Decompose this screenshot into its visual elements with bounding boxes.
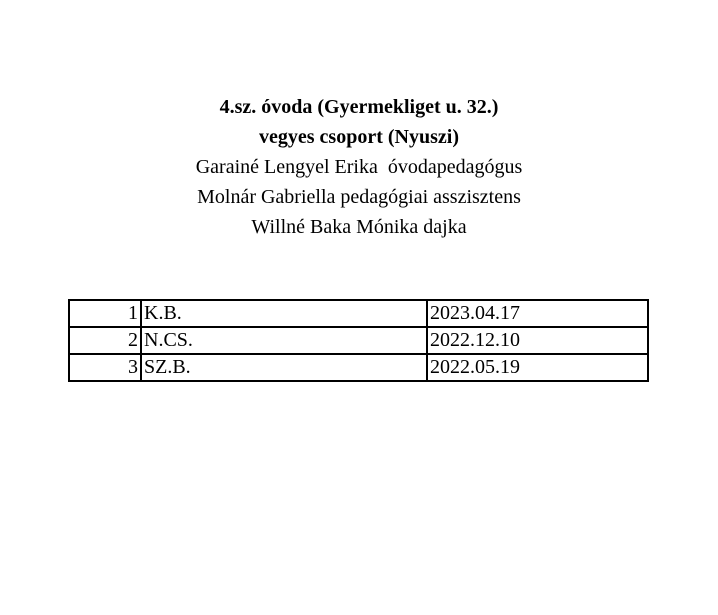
birth-date: 2022.12.10 — [427, 327, 648, 354]
assistant-line: Molnár Gabriella pedagógiai asszisztens — [197, 186, 521, 208]
row-number: 3 — [69, 354, 141, 381]
row-number: 1 — [69, 300, 141, 327]
kindergarten-title: 4.sz. óvoda (Gyermekliget u. 32.) — [219, 96, 499, 118]
children-table — [68, 299, 649, 382]
table-row — [69, 300, 648, 327]
birth-date: 2023.04.17 — [427, 300, 648, 327]
group-title: vegyes csoport (Nyuszi) — [259, 126, 459, 148]
nanny-line: Willné Baka Mónika dajka — [251, 216, 467, 238]
table-row — [69, 354, 648, 381]
row-number: 2 — [69, 327, 141, 354]
child-initials: SZ.B. — [141, 354, 427, 381]
teacher-line: Garainé Lengyel Erika óvodapedagógus — [195, 156, 523, 178]
table-row — [69, 327, 648, 354]
document-header — [0, 92, 718, 242]
birth-date: 2022.05.19 — [427, 354, 648, 381]
child-initials: K.B. — [141, 300, 427, 327]
child-initials: N.CS. — [141, 327, 427, 354]
